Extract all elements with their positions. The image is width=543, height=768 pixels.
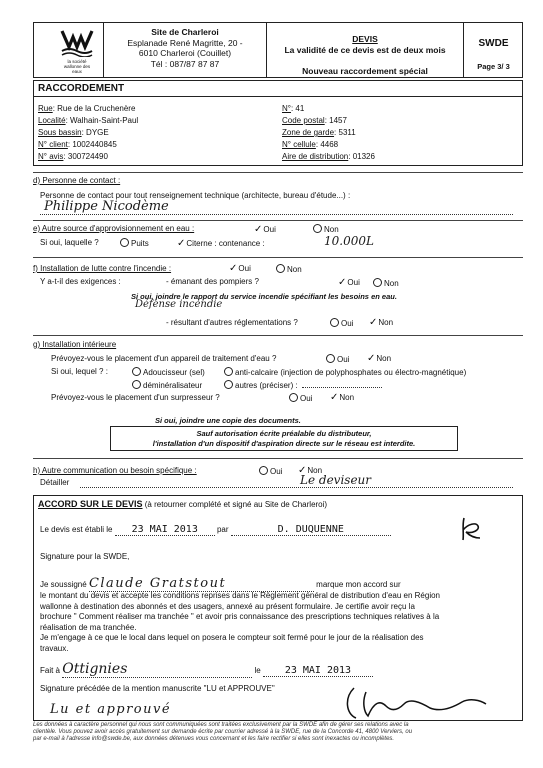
laquelle-label: Si oui, laquelle ? <box>40 238 99 247</box>
detailler-handwritten[interactable]: Le deviseur <box>300 473 372 487</box>
swde-signature-mark <box>458 516 482 542</box>
puits-option[interactable]: Puits <box>120 238 149 248</box>
copy-note: Si oui, joindre une copie des documents. <box>155 416 301 425</box>
warning-line-2: l'installation d'un dispositif d'aspiration directe sur le réseau est interdite. <box>152 439 416 448</box>
section-e-rule <box>33 220 523 221</box>
privacy-footer <box>33 722 523 743</box>
site-block <box>104 27 266 69</box>
incendie-note: Si oui, joindre le rapport du service incendie spécifiant les besoins en eau. <box>131 292 397 301</box>
radio-empty-icon <box>132 380 141 389</box>
checked-mark-icon: ✓ <box>229 263 238 274</box>
contenance-handwritten[interactable]: 10.000L <box>324 234 374 248</box>
pompiers-non[interactable]: Non <box>373 278 399 288</box>
soussigne-field[interactable]: Claude Gratstout <box>89 576 314 592</box>
wave-logo-icon <box>60 27 94 57</box>
section-f-rule <box>33 257 523 258</box>
rue-row: Rue: Rue de la Cruchenère <box>38 104 136 113</box>
section-g-rule <box>33 335 523 336</box>
radio-empty-icon <box>224 380 233 389</box>
soussigne-row: Je soussigné Claude Gratstout marque mon accord sur <box>40 576 401 591</box>
reglementations-oui[interactable]: Oui <box>330 318 353 328</box>
raccordement-title: RACCORDEMENT <box>38 83 125 94</box>
section-h-oui[interactable]: Oui <box>259 466 282 476</box>
checked-mark-icon: ✓ <box>254 224 263 235</box>
para-line-4: réalisation de ma tranchée. <box>40 622 137 632</box>
traitement-question: Prévoyez-vous le placement d'un appareil de traitement d'eau ? <box>51 354 277 363</box>
section-f-non[interactable]: Non <box>276 264 302 274</box>
etabli-date-field[interactable]: 23 MAI 2013 <box>115 524 215 536</box>
radio-empty-icon <box>224 367 233 376</box>
anticalcaire-option[interactable]: anti-calcaire (injection de polyphosphates ou électro-magnétique) <box>224 367 466 377</box>
pompiers-label: - émanant des pompiers ? <box>166 277 259 286</box>
raccordement-left <box>38 103 138 163</box>
section-e-title: e) Autre source d'approvisionnement en eau : <box>33 224 195 233</box>
traitement-non[interactable]: ✓Non <box>367 353 392 364</box>
section-d-title: d) Personne de contact : <box>33 176 121 185</box>
accord-title-row <box>38 499 327 509</box>
demineralisateur-option[interactable]: déminéralisateur <box>132 380 202 390</box>
section-h-title: h) Autre communication ou besoin spécifique : <box>33 466 197 475</box>
page-number: Page 3/ 3 <box>477 62 510 71</box>
mention-label: Signature précédée de la mention manuscrite "LU et APPROUVE" <box>40 684 275 693</box>
traitement-oui[interactable]: Oui <box>326 354 349 364</box>
section-d-text: Personne de contact pour tout renseignement technique (architecte, bureau d'étude...) : <box>40 191 351 200</box>
autres-dotted-line <box>302 387 382 388</box>
logo-text: la société wallonne des eaux <box>63 59 91 74</box>
radio-empty-icon <box>120 238 129 247</box>
footer-line-3: par e-mail à l'adresse info@swde.be, aux données détenues vous concernant et les faire rectifier si elles sont inexactes ou incomplètes. <box>33 736 395 742</box>
checked-mark-icon: ✓ <box>330 392 339 403</box>
site-address-2: 6010 Charleroi (Couillet) <box>138 48 232 58</box>
fait-field[interactable]: Ottignies <box>62 661 252 678</box>
par-name-field[interactable]: D. DUQUENNE <box>231 524 391 536</box>
detailler-label: Détailler <box>40 478 70 487</box>
surpresseur-oui[interactable]: Oui <box>289 393 312 403</box>
radio-empty-icon <box>132 367 141 376</box>
checked-mark-icon: ✓ <box>367 353 376 364</box>
incendie-handwritten[interactable]: Défense incendie <box>135 299 223 310</box>
le-date-field[interactable]: 23 MAI 2013 <box>263 665 373 677</box>
client-signature <box>340 682 490 722</box>
zone-row: Zone de garde: 5311 <box>282 128 356 137</box>
localite-row: Localité: Walhain-Saint-Paul <box>38 116 139 125</box>
section-h-non[interactable]: ✓Non <box>298 465 323 476</box>
para-line-6: travaux. <box>40 643 69 653</box>
radio-empty-icon <box>289 393 298 402</box>
reglementations-non[interactable]: ✓Non <box>369 317 394 328</box>
accord-title: ACCORD SUR LE DEVIS <box>38 499 143 509</box>
raccordement-right <box>282 103 375 163</box>
avis-row: N° avis: 300724490 <box>38 152 108 161</box>
warning-line-1: Sauf autorisation écrite préalable du distributeur, <box>196 429 372 438</box>
checked-mark-icon: ✓ <box>177 238 186 249</box>
radio-empty-icon <box>330 318 339 327</box>
site-title: Site de Charleroi <box>151 27 219 37</box>
numero-row: N°: 41 <box>282 104 305 113</box>
fait-row: Fait à Ottignies le 23 MAI 2013 <box>40 661 510 678</box>
contact-dotted-line <box>40 214 513 215</box>
surpresseur-non[interactable]: ✓Non <box>330 392 355 403</box>
mention-handwritten[interactable]: Lu et approuvé <box>50 702 172 717</box>
para-line-3: brochure " Comment réaliser ma tranchée " et avoir pris connaissance des prescriptions techniques relatives à la <box>40 612 440 621</box>
section-e-non[interactable]: Non <box>313 224 339 234</box>
cellule-row: N° cellule: 4468 <box>282 140 339 149</box>
signature-swde-label: Signature pour la SWDE, <box>40 552 130 561</box>
exigences-label: Y a-t-il des exigences : <box>40 277 121 286</box>
radio-empty-icon <box>259 466 268 475</box>
client-row: N° client: 1002440845 <box>38 140 117 149</box>
swde-logo <box>60 27 94 73</box>
devis-block <box>267 34 463 77</box>
section-d-rule <box>33 172 523 173</box>
contact-handwritten[interactable]: Philippe Nicodème <box>44 199 169 214</box>
lequel-label: Si oui, lequel ? : <box>51 367 108 376</box>
radio-empty-icon <box>313 224 322 233</box>
brand-label: SWDE <box>478 38 509 49</box>
para-line-2: wallonne à destination des abonnés et des usagers, annexé au présent formulaire. Je certifie avoir reçu la <box>40 601 415 611</box>
para-line-5: Je m'engage à ce que le local dans lequel on posera le compteur soit fermé pour le jour de la réalisation des <box>40 633 424 642</box>
section-e-oui[interactable]: ✓Oui <box>254 224 276 235</box>
citerne-option[interactable]: ✓Citerne : contenance : <box>177 238 265 249</box>
surpresseur-question: Prévoyez-vous le placement d'un surpresseur ? <box>51 393 220 402</box>
autres-option[interactable]: autres (préciser) : <box>224 380 382 390</box>
checked-mark-icon: ✓ <box>338 277 347 288</box>
code-postal-row: Code postal: 1457 <box>282 116 347 125</box>
section-g-title: g) Installation intérieure <box>33 340 117 349</box>
raccordement-title-rule <box>33 96 523 97</box>
section-f-title: f) Installation de lutte contre l'incendie : <box>33 264 172 273</box>
footer-line-2: clientèle. Vous pouvez avoir accès gratuitement sur demande écrite par courrier adressé à la SWDE, rue de la Concorde 41, 4800 Verviers, ou <box>33 729 413 735</box>
aire-row: Aire de distribution: 01326 <box>282 152 375 161</box>
section-f-oui[interactable]: ✓Oui <box>229 263 251 274</box>
site-address-1: Esplanade René Magritte, 20 - <box>127 37 243 48</box>
warning-box <box>110 426 458 451</box>
devis-title: DEVIS <box>352 34 378 44</box>
devis-subtitle: Nouveau raccordement spécial <box>302 66 428 76</box>
para-line-1: le montant du devis et accepte les conditions reprises dans le Règlement général de distribution d'eau en Région <box>40 591 440 600</box>
reglementations-label: - résultant d'autres réglementations ? <box>166 318 298 327</box>
checked-mark-icon: ✓ <box>298 465 307 476</box>
radio-empty-icon <box>276 264 285 273</box>
accord-paragraph <box>40 591 518 654</box>
etabli-row: Le devis est établi le 23 MAI 2013 par D. DUQUENNE <box>40 524 510 536</box>
footer-line-1: Les données à caractère personnel qui nous sont communiquées sont traitées exclusivement par la SWDE afin de gérer ses relations avec la <box>33 722 409 728</box>
site-phone: Tél : 087/87 87 87 <box>150 58 220 69</box>
radio-empty-icon <box>326 354 335 363</box>
section-h-rule <box>33 458 523 459</box>
adoucisseur-option[interactable]: Adoucisseur (sel) <box>132 367 205 377</box>
sous-bassin-row: Sous bassin: DYGE <box>38 128 109 137</box>
devis-validity: La validité de ce devis est de deux mois <box>284 45 446 55</box>
accord-title-note: (à retourner complété et signé au Site de Charleroi) <box>144 500 328 509</box>
detailler-dotted-line <box>80 487 513 488</box>
pompiers-oui[interactable]: ✓Oui <box>338 277 360 288</box>
checked-mark-icon: ✓ <box>369 317 378 328</box>
radio-empty-icon <box>373 278 382 287</box>
